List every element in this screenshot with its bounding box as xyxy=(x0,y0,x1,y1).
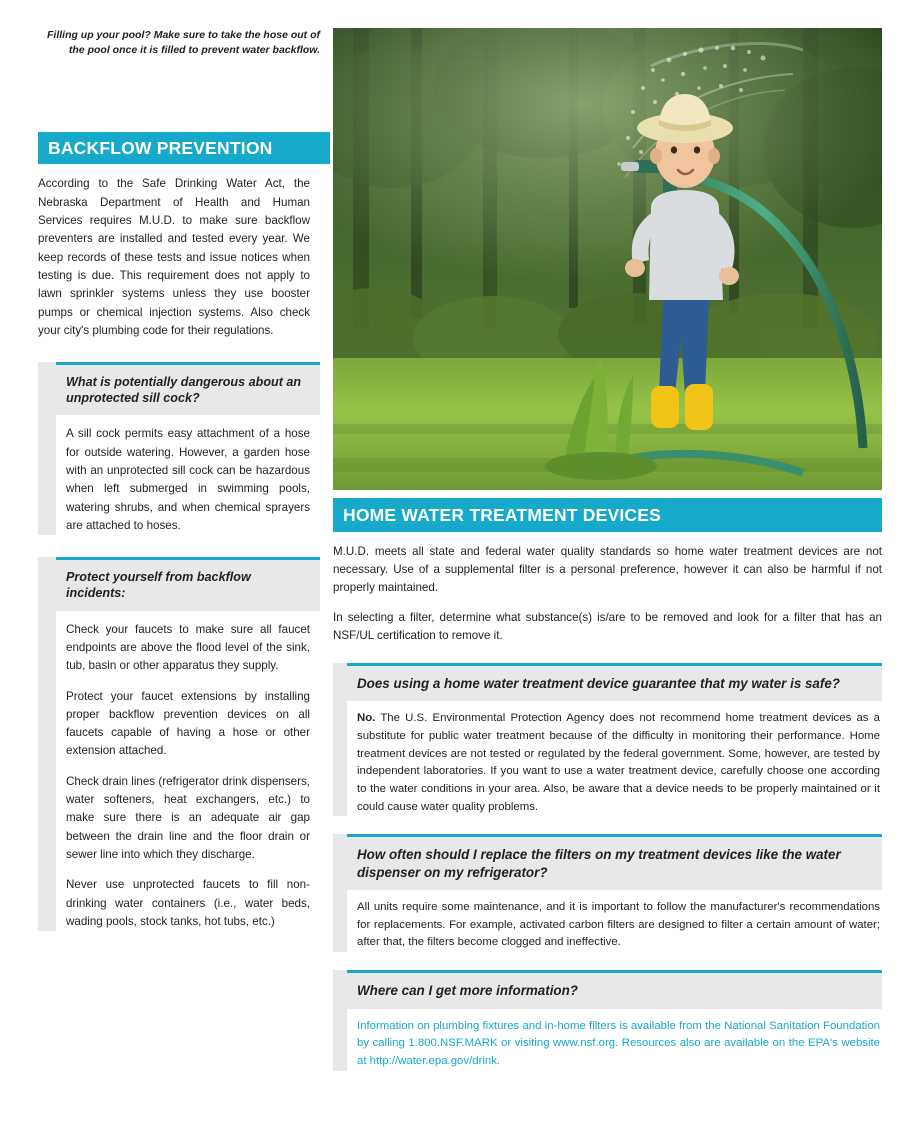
question-header xyxy=(38,362,320,415)
question-header xyxy=(333,834,882,890)
right-intro-paragraph: M.U.D. meets all state and federal water quality standards so home water treatment devices are not necessary. Use of a supplemental filter is a personal preference, however it can also be harmful if not properly maintained. xyxy=(333,545,882,594)
gutter-bar xyxy=(333,970,347,1070)
right-column xyxy=(333,543,882,1071)
photo-caption: Filling up your pool? Make sure to take the hose out of the pool once it is filled to prevent water backflow. xyxy=(46,29,320,57)
hero-photo xyxy=(333,28,882,490)
question-title: Does using a home water treatment device guarantee that my water is safe? xyxy=(357,675,840,691)
question-paragraph: A sill cock permits easy attachment of a hose for outside watering. However, a garden hose with an unprotected sill cock can be hazardous when left submerged in swimming pools, watering shrubs, and when chemical sprayers are attached to hoses. xyxy=(66,427,310,533)
question-body xyxy=(333,1009,882,1071)
question-title: How often should I replace the filters on my treatment devices like the water dispenser on my refrigerator? xyxy=(357,847,841,880)
right-intro-paragraph: In selecting a filter, determine what substance(s) is/are to be removed and look for a filter that has an NSF/UL certification to remove it. xyxy=(333,610,882,642)
gutter-bar xyxy=(333,663,347,816)
answer-lead: No. xyxy=(357,712,376,725)
right-question-block xyxy=(333,834,882,952)
gutter-bar xyxy=(38,362,56,535)
home-water-treatment-header: HOME WATER TREATMENT DEVICES xyxy=(333,498,882,532)
question-body xyxy=(333,890,882,952)
question-title: Protect yourself from backflow incidents: xyxy=(66,570,251,601)
question-title: What is potentially dangerous about an unprotected sill cock? xyxy=(66,375,302,406)
gutter-bar xyxy=(333,834,347,952)
question-header xyxy=(333,663,882,701)
left-column xyxy=(38,28,320,931)
backflow-section-header: BACKFLOW PREVENTION xyxy=(38,132,330,164)
question-paragraph xyxy=(357,710,880,816)
right-question-block xyxy=(333,663,882,816)
question-body xyxy=(38,611,320,932)
more-information-text[interactable]: Information on plumbing fixtures and in-home filters is available from the National Sanitation Foundation by calling 1.800.NSF.MARK or visiting www.nsf.org. Resources also are available on the EPA's website at http://water.epa.gov/drink. xyxy=(357,1019,880,1067)
question-title: Where can I get more information? xyxy=(357,983,578,999)
question-paragraph: Never use unprotected faucets to fill non-drinking water containers (i.e., water beds, wading pools, stock tanks, hot tubs, etc.) xyxy=(66,878,310,928)
backflow-intro-text: According to the Safe Drinking Water Act, the Nebraska Department of Health and Human Services requires M.U.D. to make sure backflow preventers are installed and tested every year. We keep records of these tests and issue notices when testing is due. This requirement does not apply to lawn sprinkler systems unless they use booster pumps or chemical injection systems. Also check your city's plumbing code for their regulations. xyxy=(38,177,310,337)
gutter-bar xyxy=(38,557,56,931)
right-question-block xyxy=(333,970,882,1070)
question-header xyxy=(38,557,320,610)
question-header xyxy=(333,970,882,1008)
question-paragraph: Check drain lines (refrigerator drink dispensers, water softeners, heat exchangers, etc.) to make sure there is an adequate air gap between the drain line and the floor drain or sewer line into which they discharge. xyxy=(66,774,310,861)
question-paragraph: All units require some maintenance, and it is important to follow the manufacturer's recommendations for replacements. For example, activated carbon filters are designed to filter a certain amount of water; after that, the filters become clogged and ineffective. xyxy=(357,901,880,949)
question-paragraph: Protect your faucet extensions by installing proper backflow prevention devices on all faucets capable of having a hose or other extension attached. xyxy=(66,689,310,758)
answer-text: The U.S. Environmental Protection Agency does not recommend home treatment devices as a substitute for public water treatment because of the difficulty in monitoring their performance. Home treatment devices are not tested or regulated by the federal government. Some, however, are tested by independent laboratories. If you want to use a water treatment device, carefully choose one according to the water conditions in your area. Also, be aware that a device needs to be properly maintained or it could cause water quality problems. xyxy=(357,712,880,813)
left-question-block xyxy=(38,362,320,535)
left-question-block xyxy=(38,557,320,931)
question-body xyxy=(333,701,882,816)
question-paragraph: Check your faucets to make sure all faucet endpoints are above the flood level of the sink, tub, basin or other apparatus they supply. xyxy=(66,622,310,673)
question-body xyxy=(38,415,320,535)
